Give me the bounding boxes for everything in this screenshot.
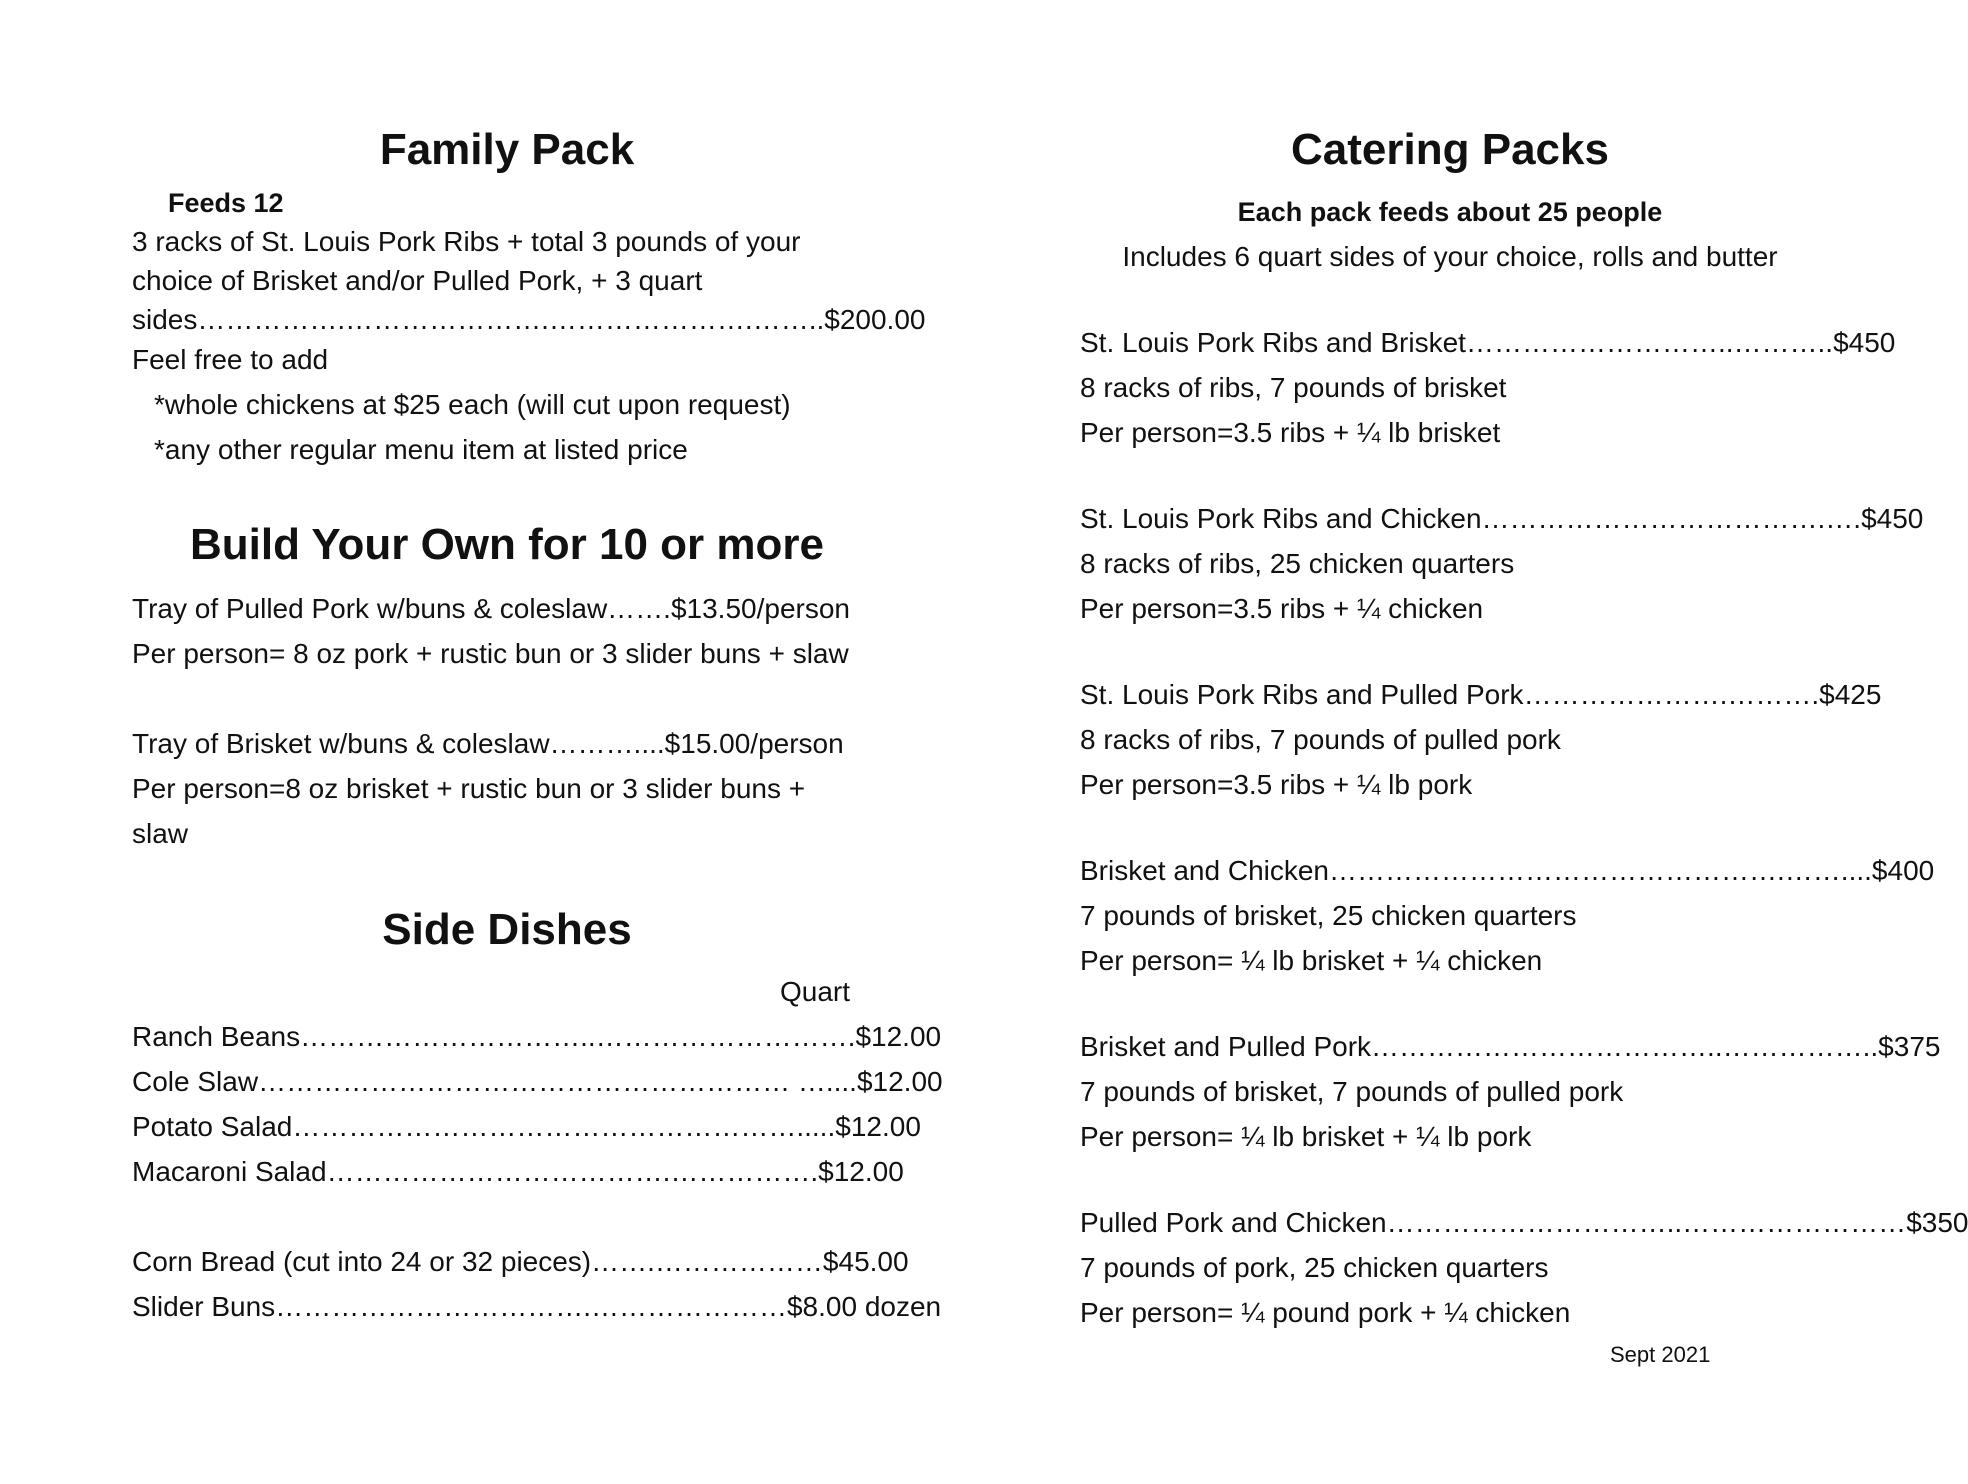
leader-dots: ………………………………………………… ….... bbox=[258, 1066, 857, 1097]
leader-dots: …….……………… bbox=[591, 1246, 823, 1277]
side-extra-price: $8.00 dozen bbox=[786, 1291, 942, 1322]
family-pack-extra: *whole chickens at $25 each (will cut upon request) bbox=[154, 389, 791, 420]
side-dish-name: Macaroni Salad bbox=[132, 1156, 327, 1187]
catering-pack-detail: 7 pounds of brisket, 7 pounds of pulled pork bbox=[1080, 1076, 1624, 1107]
catering-packs-title: Catering Packs bbox=[1291, 125, 1609, 174]
family-pack-extra: *any other regular menu item at listed price bbox=[154, 434, 688, 465]
catering-pack-name: Brisket and Chicken bbox=[1080, 855, 1330, 886]
catering-pack-price: $400 bbox=[1871, 855, 1935, 886]
byo-line: Tray of Pulled Pork w/buns & coleslaw…….$13.50/person bbox=[132, 593, 850, 624]
leader-dots: …………………………….………………… bbox=[275, 1291, 787, 1322]
catering-pack-name-line bbox=[1080, 1030, 1941, 1064]
catering-pack-price: $375 bbox=[1878, 1031, 1941, 1062]
side-dish-item bbox=[132, 1110, 921, 1144]
family-pack-title: Family Pack bbox=[379, 125, 635, 174]
catering-pack-detail: 7 pounds of brisket, 25 chicken quarters bbox=[1080, 900, 1577, 931]
family-pack-feeds: Feeds 12 bbox=[168, 188, 284, 218]
side-dish-price: $12.00 bbox=[855, 1021, 942, 1052]
side-dish-item bbox=[132, 1155, 904, 1189]
catering-subtitle: Each pack feeds about 25 people bbox=[1237, 197, 1663, 227]
leader-dots: ………………………………………….…….... bbox=[1329, 855, 1872, 886]
catering-pack-name: St. Louis Pork Ribs and Chicken bbox=[1080, 503, 1482, 534]
catering-pack-name: St. Louis Pork Ribs and Pulled Pork bbox=[1080, 679, 1524, 710]
side-dish-name: Ranch Beans bbox=[132, 1021, 301, 1052]
catering-pack-name: Brisket and Pulled Pork bbox=[1080, 1031, 1372, 1062]
leader-dots: …………………………..…………………… bbox=[1386, 1207, 1907, 1238]
catering-pack-per-person: Per person=3.5 ribs + ¼ lb pork bbox=[1080, 769, 1473, 800]
side-dish-name: Potato Salad bbox=[132, 1111, 293, 1142]
side-extra-price: $45.00 bbox=[822, 1246, 909, 1277]
family-pack-price-line: sides…………….………………….………………….……..$200.00 bbox=[132, 304, 926, 335]
catering-pack-name: Pulled Pork and Chicken bbox=[1080, 1207, 1387, 1238]
catering-pack-detail: 8 racks of ribs, 7 pounds of brisket bbox=[1080, 372, 1507, 403]
side-dish-item bbox=[132, 1020, 942, 1054]
byo-line: Per person= 8 oz pork + rustic bun or 3 slider buns + slaw bbox=[132, 638, 849, 669]
side-extra-item bbox=[132, 1290, 942, 1324]
catering-pack-detail: 8 racks of ribs, 25 chicken quarters bbox=[1080, 548, 1515, 579]
leader-dots: ………………….………. bbox=[1523, 679, 1820, 710]
catering-pack-detail: 7 pounds of pork, 25 chicken quarters bbox=[1080, 1252, 1549, 1283]
family-pack-desc-line: 3 racks of St. Louis Pork Ribs + total 3 pounds of your bbox=[132, 226, 801, 257]
byo-line: Per person=8 oz brisket + rustic bun or 3 slider buns + bbox=[132, 773, 806, 804]
catering-pack-per-person: Per person=3.5 ribs + ¼ chicken bbox=[1080, 593, 1484, 624]
leader-dots: ……………………………….…. bbox=[1481, 503, 1862, 534]
leader-dots: ………………………..……….. bbox=[1465, 327, 1834, 358]
side-dishes-title: Side Dishes bbox=[382, 905, 632, 954]
catering-includes: Includes 6 quart sides of your choice, rolls and butter bbox=[1122, 241, 1778, 272]
catering-pack-per-person: Per person= ¼ lb brisket + ¼ chicken bbox=[1080, 945, 1543, 976]
leader-dots: ………………………………..…………….. bbox=[1371, 1031, 1879, 1062]
catering-pack-price: $450 bbox=[1833, 327, 1896, 358]
byo-line: Tray of Brisket w/buns & coleslaw………....$15.00/person bbox=[132, 728, 844, 759]
build-your-own-title: Build Your Own for 10 or more bbox=[189, 520, 824, 569]
family-pack-desc-line: choice of Brisket and/or Pulled Pork, + 3 quart bbox=[132, 265, 703, 296]
leader-dots: ……………………………….……………. bbox=[326, 1156, 819, 1187]
catering-pack-price: $350 bbox=[1906, 1207, 1968, 1238]
side-extra-name: Corn Bread (cut into 24 or 32 pieces) bbox=[132, 1246, 592, 1277]
catering-pack-name-line bbox=[1080, 326, 1896, 360]
catering-pack-detail: 8 racks of ribs, 7 pounds of pulled pork bbox=[1080, 724, 1561, 755]
family-pack-extra-intro: Feel free to add bbox=[132, 344, 329, 375]
menu-date: Sept 2021 bbox=[1610, 1342, 1711, 1367]
byo-line: slaw bbox=[132, 818, 189, 849]
leader-dots: …………………………..………………………. bbox=[300, 1021, 856, 1052]
catering-pack-price: $450 bbox=[1861, 503, 1924, 534]
catering-pack-name-line bbox=[1080, 502, 1924, 536]
side-dish-name: Cole Slaw bbox=[132, 1066, 259, 1097]
catering-pack-per-person: Per person=3.5 ribs + ¼ lb brisket bbox=[1080, 417, 1501, 448]
catering-pack-name-line bbox=[1080, 678, 1882, 712]
side-dish-price: $12.00 bbox=[835, 1111, 921, 1142]
catering-pack-name: St. Louis Pork Ribs and Brisket bbox=[1080, 327, 1466, 358]
side-extra-name: Slider Buns bbox=[132, 1291, 276, 1322]
catering-pack-per-person: Per person= ¼ lb brisket + ¼ lb pork bbox=[1080, 1121, 1532, 1152]
side-dish-price: $12.00 bbox=[818, 1156, 904, 1187]
side-dish-item bbox=[132, 1065, 943, 1099]
catering-pack-price: $425 bbox=[1819, 679, 1882, 710]
side-dish-price: $12.00 bbox=[856, 1066, 943, 1097]
leader-dots: ………………………………………………..... bbox=[292, 1111, 836, 1142]
catering-pack-per-person: Per person= ¼ pound pork + ¼ chicken bbox=[1080, 1297, 1571, 1328]
catering-pack-name-line bbox=[1080, 854, 1935, 888]
catering-pack-name-line bbox=[1080, 1206, 1968, 1240]
side-dishes-quart-header: Quart bbox=[780, 976, 851, 1007]
side-extra-item bbox=[132, 1245, 909, 1279]
